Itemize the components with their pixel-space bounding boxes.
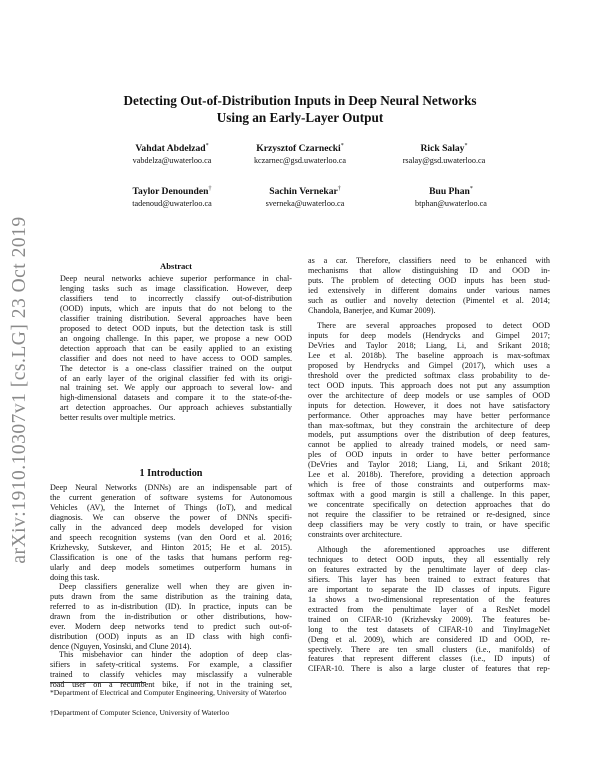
text-line: Vehicles (AV), the Internet of Things (IoT), and medical (50, 502, 292, 512)
footnote: *Department of Electrical and Computer Engineering, University of Waterloo (50, 688, 287, 697)
text-line: Classification is one of the tasks that humans perform reg- (50, 552, 292, 562)
text-line: dence (Nguyen, Yosinski, and Clune 2014). (50, 641, 192, 651)
text-line: trained to classify vehicles may misclassify a vulnerable (50, 669, 292, 679)
text-line: mechanisms that allow distinguishing ID and OOD in- (308, 265, 550, 275)
footnote-rule (50, 682, 146, 683)
paragraph (50, 483, 292, 583)
paper-title (60, 93, 540, 126)
author-name: Rick Salay* (420, 143, 468, 155)
text-line: ples of OOD inputs in order to have better performance (308, 450, 550, 460)
author-email: btphan@uwaterloo.ca (415, 199, 487, 209)
text-line: puts drawn from the same distribution as the training data, (50, 591, 292, 601)
text-line: we concentrate specifically on detection approaches that do (308, 500, 550, 510)
text-line: Lee et al. 2018b). Therefore, providing a detection approach (308, 470, 550, 480)
text-line: such as outlier and novelty detection (Pimentel et al. 2014; (308, 295, 550, 305)
arxiv-stamp (2, 210, 38, 570)
text-line: sifiers in safety-critical systems. For example, a classifier (50, 659, 292, 669)
author-name: Taylor Denounden† (132, 186, 212, 198)
paragraph (308, 321, 550, 540)
text-line: of an early layer of the original classifier fed with its origi- (60, 373, 292, 383)
text-line: ularly and deep models sometimes outperform humans in (50, 562, 292, 572)
text-line: tect OOD inputs. This approach does not put any assumption (308, 380, 550, 390)
text-line: 1a shows a two-dimensional representation of the features (308, 594, 550, 604)
text-line: threshold over the predicted softmax class probability to de- (308, 370, 550, 380)
author-block (220, 140, 380, 166)
text-line: as a car. Therefore, classifiers need to be enhanced with (308, 256, 550, 265)
author-email: vabdelza@uwaterloo.ca (132, 156, 212, 166)
text-line: an ongoing challenge. In this paper, we propose a new OOD (60, 333, 292, 343)
text-line: Deep Neural Networks (DNNs) are an indispensable part of (50, 483, 292, 492)
text-line: trained on CIFAR-10 (Krizhevsky 2009). The features be- (308, 614, 550, 624)
text-line: performance. Other approaches may have better performance (308, 410, 550, 420)
text-line: extracted from the penultimate layer of a ResNet model (308, 604, 550, 614)
author-email: tadenoud@uwaterloo.ca (132, 199, 212, 209)
text-line: proposed by Hendrycks and Gimpel (2017), which uses a (308, 360, 550, 370)
text-line: Although the aforementioned approaches use different (317, 545, 550, 554)
text-line: There are several approaches proposed to detect OOD (317, 321, 550, 330)
text-line: CIFAR-10. There is also a large cluster of features that rep- (308, 664, 550, 674)
text-line: doing this task. (50, 572, 100, 582)
text-line: cally in the advanced deep models developed for vision (50, 522, 292, 532)
text-line: ied extensively in different domains under various names (308, 285, 550, 295)
title-line-2: Using an Early-Layer Output (216, 109, 384, 125)
author-block (364, 140, 524, 166)
text-line: diagnosis. We can observe the power of DNNs specifi- (50, 512, 292, 522)
text-line: sifiers. This layer has been trained to extract features that (308, 574, 550, 584)
text-line: (Deng et al. 2009), which are considered ID and OOD, re- (308, 634, 550, 644)
author-name: Krzysztof Czarnecki* (256, 143, 344, 155)
paragraph (50, 650, 292, 690)
text-line: Lee et al. 2018b). The baseline approach is max-softmax (308, 350, 550, 360)
text-line: puts. The problem of detecting OOD inputs has been stud- (308, 275, 550, 285)
text-line: features that represent different classes (i.e., ID inputs) of (308, 654, 550, 664)
text-line: referred to as in-distribution (ID). In practice, inputs can be (50, 601, 292, 611)
text-line: drawn from the in-distribution or other distributions, how- (50, 611, 292, 621)
author-name: Vahdat Abdelzad* (135, 143, 209, 155)
text-line: inputs for deep models (Hendrycks and Gimpel 2017; (308, 330, 550, 340)
text-line: Chandola, Banerjee, and Kumar 2009). (308, 305, 436, 315)
text-line: over the architecture of deep models or use samples of OOD (308, 390, 550, 400)
text-line: which is free of those constraints and outperforms max- (308, 480, 550, 490)
text-line: softmax with a good margin is still a challenge. In this paper, (308, 490, 550, 500)
author-block (225, 183, 385, 209)
author-name: Buu Phan* (429, 186, 473, 198)
paragraph (50, 582, 292, 652)
text-line: spectively. There are ten small clusters (i.e., manifolds) of (308, 644, 550, 654)
text-line: lenging tasks such as image classification. However, deep (60, 283, 292, 293)
text-line: are important to separate the ID classes of inputs. Figure (308, 584, 550, 594)
author-email: rsalay@gsd.uwaterloo.ca (402, 156, 486, 166)
text-line: techniques to detect OOD inputs, they all essentially rely (308, 554, 550, 564)
author-name: Sachin Vernekar† (269, 186, 341, 198)
text-line: This misbehavior can hinder the adoption of deep clas- (59, 650, 292, 659)
text-line: classifier training distribution. Several approaches have been (60, 313, 292, 323)
text-line: than max-softmax, but they constrain the architecture of deep (308, 420, 550, 430)
author-block (371, 183, 531, 209)
text-line: the current generation of software systems for Autonomous (50, 492, 292, 502)
text-line: not require the classifier to be retrained or re-designed, since (308, 510, 550, 520)
text-line: The detector is a one-class classifier trained on the output (60, 363, 292, 373)
text-line: classifier and does not need to have access to OOD samples. (60, 353, 292, 363)
text-line: cannot be applied to already trained models, or need sam- (308, 440, 550, 450)
text-line: Deep neural networks achieve superior performance in chal- (60, 274, 292, 283)
text-line: (OOD) inputs, which are inputs that do not belong to the (60, 303, 292, 313)
text-line: (DeVries and Taylor 2018; Liang, Li, and Srikant 2018; (308, 460, 550, 470)
text-line: nal training set. We apply our approach to several low- and (60, 383, 292, 393)
text-line: ever. Modern deep networks tend to predict such out-of- (50, 621, 292, 631)
text-line: constraints over architecture. (308, 530, 403, 540)
text-line: on features extracted by the penultimate layer of deep clas- (308, 564, 550, 574)
text-line: classifiers tend to incorrectly classify out-of-distribution (60, 293, 292, 303)
abstract-heading: Abstract (160, 261, 192, 271)
text-line: deep classifiers may be very costly to train, or have specific (308, 520, 550, 530)
text-line: art detection approaches. Our approach achieves substantially (60, 403, 292, 413)
author-email: sverneka@uwaterloo.ca (265, 199, 345, 209)
section-heading: 1 Introduction (139, 468, 203, 479)
text-line: high-dimensional datasets and compare it to the state-of-the- (60, 393, 292, 403)
text-line: inputs for detection. However, it does not have satisfactory (308, 400, 550, 410)
abstract-body (60, 274, 292, 423)
text-line: better results over multiple metrics. (60, 413, 176, 423)
text-line: road user on a recumbent bike, if not in the training set, (50, 679, 292, 689)
text-line: detection approach that can be easily applied to an existing (60, 343, 292, 353)
paragraph (308, 545, 550, 674)
footnote: †Department of Computer Science, University of Waterloo (50, 708, 230, 717)
paragraph (308, 256, 550, 316)
text-line: distribution (OOD) inputs as an ID class with high confi- (50, 631, 292, 641)
text-line: proposed to detect OOD inputs, but the detection task is still (60, 323, 292, 333)
text-line: and speech recognition systems (van den Oord et al. 2016; (50, 532, 292, 542)
arxiv-stamp-text: arXiv:1910.10307v1 [cs.LG] 23 Oct 2019 (9, 216, 30, 564)
text-line: models, put assumptions over the distribution of deep features, (308, 430, 550, 440)
text-line: DeVries and Taylor 2018; Liang, Li, and Srikant 2018; (308, 340, 550, 350)
text-line: Krizhevsky, Sutskever, and Hinton 2015; He et al. 2015). (50, 542, 292, 552)
title-line-1: Detecting Out-of-Distribution Inputs in Deep Neural Networks (123, 93, 477, 108)
text-line: long to the test datasets of CIFAR-10 and TinyImageNet (308, 624, 550, 634)
author-email: kczarnec@gsd.uwaterloo.ca (253, 156, 347, 166)
text-line: Deep classifiers generalize well when they are given in- (59, 582, 292, 591)
